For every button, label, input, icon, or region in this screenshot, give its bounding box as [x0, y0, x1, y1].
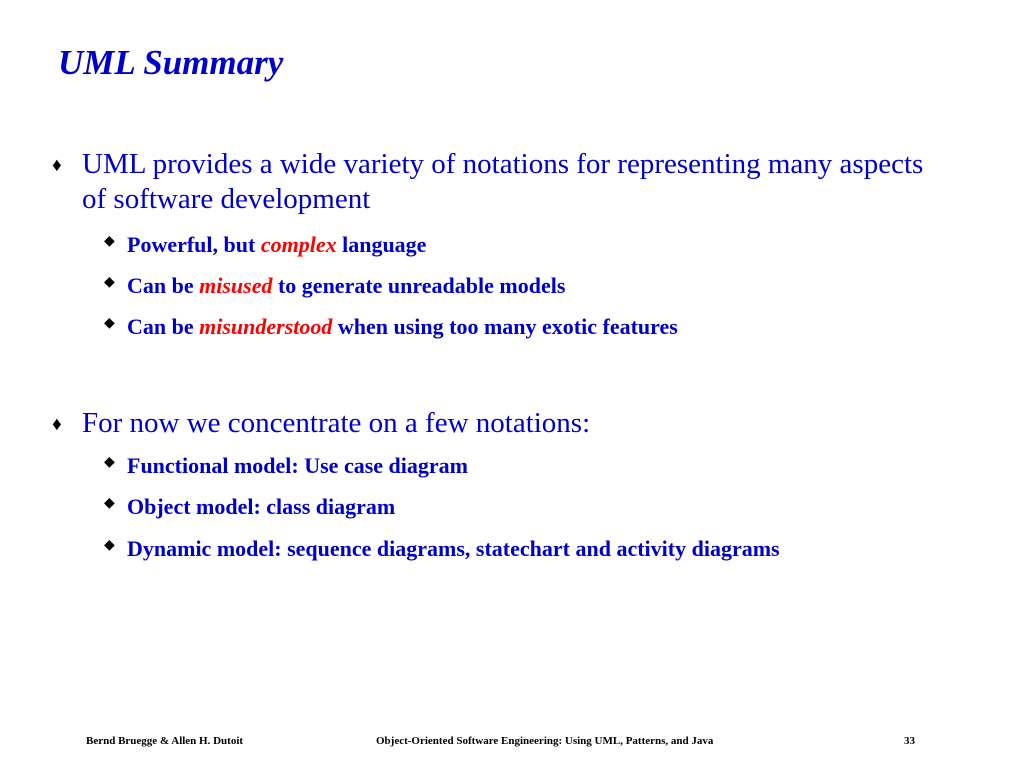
- subbullet-item-object-model: [104, 493, 884, 521]
- subbullet-item-misunderstood: [104, 313, 884, 341]
- bullet-text: UML provides a wide variety of notations for representing many aspects of software development: [82, 148, 924, 215]
- small-diamond-bullet-icon: ◆: [104, 275, 115, 290]
- footer-book-title: Object-Oriented Software Engineering: Using UML, Patterns, and Java: [376, 735, 714, 747]
- small-diamond-bullet-icon: ◆: [104, 538, 115, 553]
- small-diamond-bullet-icon: ◆: [104, 316, 115, 331]
- subbullet-item-functional-model: [104, 452, 884, 480]
- subbullet-item-powerful: [104, 231, 884, 259]
- subbullet-suffix: when using too many exotic features: [332, 314, 678, 339]
- subbullet-prefix: Can be: [127, 273, 200, 298]
- subbullet-suffix: language: [336, 232, 427, 257]
- subbullet-text: [127, 272, 884, 300]
- small-diamond-bullet-icon: ◆: [104, 455, 115, 470]
- subbullet-suffix: to generate unreadable models: [272, 273, 566, 298]
- slide-title: UML Summary: [58, 43, 284, 82]
- bullet-item-uml-notations: [52, 147, 932, 217]
- subbullet-prefix: Powerful, but: [127, 232, 261, 257]
- bullet-text: For now we concentrate on a few notations:: [82, 407, 591, 439]
- bullet-item-few-notations: [52, 406, 932, 441]
- subbullet-item-dynamic-model: [104, 535, 884, 563]
- subbullet-text: [127, 231, 884, 259]
- diamond-bullet-icon: ♦: [52, 155, 62, 176]
- small-diamond-bullet-icon: ◆: [104, 234, 115, 249]
- subbullet-text: Functional model: Use case diagram: [127, 453, 468, 478]
- subbullet-item-misused: [104, 272, 884, 300]
- footer-page-number: 33: [904, 735, 915, 747]
- small-diamond-bullet-icon: ◆: [104, 496, 115, 511]
- subbullet-text: Object model: class diagram: [127, 494, 396, 519]
- subbullet-prefix: Can be: [127, 314, 200, 339]
- subbullet-text: [127, 313, 884, 341]
- subbullet-emphasis: complex: [260, 232, 337, 257]
- diamond-bullet-icon: ♦: [52, 414, 62, 435]
- subbullet-text: Dynamic model: sequence diagrams, statechart and activity diagrams: [127, 536, 780, 561]
- subbullet-emphasis: misused: [199, 273, 273, 298]
- subbullet-emphasis: misunderstood: [199, 314, 333, 339]
- footer-authors: Bernd Bruegge & Allen H. Dutoit: [86, 735, 244, 747]
